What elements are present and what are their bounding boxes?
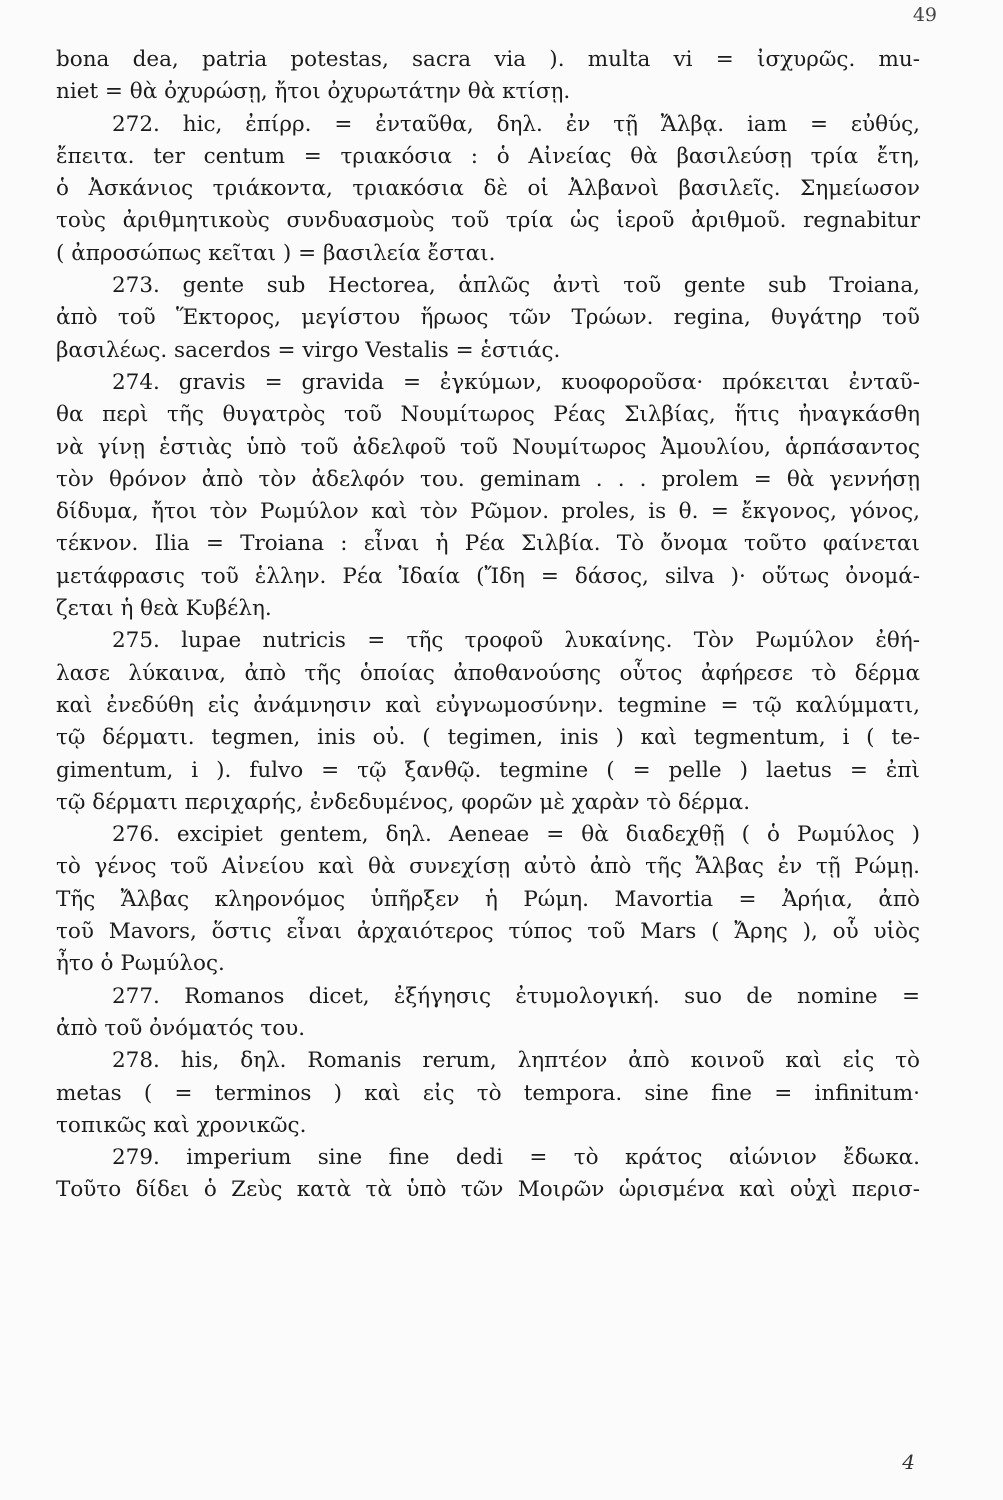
text-line: τῷ δέρματι περιχαρής, ἐνδεδυμένος, φορῶν μὲ χαρὰν τὸ δέρμα. [56,789,751,815]
text-line: metas ( = terminos ) καὶ εἰς τὸ tempora. sine fine = infinitum· [56,1080,920,1106]
text-line: θα περὶ τῆς θυγατρὸς τοῦ Νουμίτωρος Ρέας Σιλβίας, ἥτις ἠναγκάσθη [56,402,920,428]
text-line: 278. his, δηλ. Romanis rerum, ληπτέον ἀπὸ κοινοῦ καὶ εἰς τὸ [112,1048,920,1074]
text-line: καὶ ἐνεδύθη εἰς ἀνάμνησιν καὶ εὐγνωμοσύνην. tegmine = τῷ καλύμματι, [56,692,920,718]
text-line: τῷ δέρματι. tegmen, inis οὐ. ( tegimen, inis ) καὶ tegmentum, i ( te- [56,725,920,751]
text-line: τοπικῶς καὶ χρονικῶς. [56,1112,307,1138]
text-line: νὰ γίνῃ ἑστιὰς ὑπὸ τοῦ ἀδελφοῦ τοῦ Νουμίτωρος Ἀμουλίου, ἁρπάσαντος [56,434,920,460]
text-line: ζεται ἡ θεὰ Κυβέλη. [56,596,272,622]
text-line: 272. hic, ἐπίρρ. = ἐνταῦθα, δηλ. ἐν τῇ Ἄλβᾳ. iam = εὐθύς, [112,111,920,137]
text-line: ἀπὸ τοῦ Ἕκτορος, μεγίστου ἥρωος τῶν Τρώων. regina, θυγάτηρ τοῦ [56,305,920,331]
text-line: τέκνον. Ilia = Troiana : εἶναι ἡ Ρέα Σιλβία. Τὸ ὄνομα τοῦτο φαίνεται [56,531,920,557]
text-line: Τῆς Ἄλβας κληρονόμος ὑπῆρξεν ἡ Ρώμη. Mavortia = Ἀρήια, ἀπὸ [56,886,920,912]
text-line: τὸν θρόνον ἀπὸ τὸν ἀδελφόν του. geminam . . . prolem = θὰ γεννήσῃ [56,466,920,492]
text-line: 274. gravis = gravida = ἐγκύμων, κυοφοροῦσα· πρόκειται ἐνταῦ- [112,369,920,395]
text-line: μετάφρασις τοῦ ἑλλην. Ρέα Ἰδαία (Ἴδη = δάσος, silva )· οὕτως ὀνομά- [56,563,920,589]
page-number: 49 [912,4,937,26]
text-line: 273. gente sub Hectorea, ἁπλῶς ἀντὶ τοῦ gente sub Troiana, [112,273,920,299]
text-line: ἔπειτα. ter centum = τριακόσια : ὁ Αἰνείας θὰ βασιλεύσῃ τρία ἔτη, [56,143,920,169]
text-line: δίδυμα, ἤτοι τὸν Ρωμύλον καὶ τὸν Ρῶμον. proles, is θ. = ἔκγονος, γόνος, [56,499,920,525]
text-line: λασε λύκαινα, ἀπὸ τῆς ὁποίας ἀποθανούσης οὗτος ἀφήρεσε τὸ δέρμα [56,660,920,686]
text-line: βασιλέως. sacerdos = virgo Vestalis = ἑστιάς. [56,337,561,363]
text-line: τὸ γένος τοῦ Αἰνείου καὶ θὰ συνεχίσῃ αὐτὸ ἀπὸ τῆς Ἄλβας ἐν τῇ Ρώμῃ. [56,854,920,880]
text-line: Τοῦτο δίδει ὁ Ζεὺς κατὰ τὰ ὑπὸ τῶν Μοιρῶν ὡρισμένα καὶ οὐχὶ περισ- [56,1177,920,1203]
text-line: niet = θὰ ὀχυρώσῃ, ἤτοι ὀχυρωτάτην θὰ κτίσῃ. [56,79,571,105]
text-line: bona dea, patria potestas, sacra via ). multa vi = ἰσχυρῶς. mu- [56,47,920,72]
text-line: τοὺς ἀριθμητικοὺς συνδυασμοὺς τοῦ τρία ὡς ἱεροῦ ἀριθμοῦ. regnabitur [56,208,920,234]
text-line: 276. excipiet gentem, δηλ. Aeneae = θὰ διαδεχθῇ ( ὁ Ρωμύλος ) [112,822,920,848]
text-line: ἦτο ὁ Ρωμύλος. [56,951,225,977]
text-line: 277. Romanos dicet, ἐξήγησις ἐτυμολογική. suo de nomine = [112,983,920,1009]
text-line: τοῦ Mavors, ὅστις εἶναι ἀρχαιότερος τύπος τοῦ Mars ( Ἄρης ), οὗ υἱὸς [56,919,920,945]
text-line: ὁ Ἀσκάνιος τριάκοντα, τριακόσια δὲ οἱ Ἀλβανοὶ βασιλεῖς. Σημείωσον [56,176,920,202]
text-line: ἀπὸ τοῦ ὀνόματός του. [56,1015,306,1041]
text-line: 279. imperium sine fine dedi = τὸ κράτος αἰώνιον ἔδωκα. [112,1145,920,1171]
signature-mark: 4 [902,1450,915,1474]
text-line: gimentum, i ). fulvo = τῷ ξανθῷ. tegmine ( = pelle ) laetus = ἐπὶ [56,757,920,783]
text-line: 275. lupae nutricis = τῆς τροφοῦ λυκαίνης. Τὸν Ρωμύλον ἐθή- [112,628,920,654]
commentary-text [56,44,920,1207]
text-line: ( ἀπροσώπως κεῖται ) = βασιλεία ἔσται. [56,240,496,266]
